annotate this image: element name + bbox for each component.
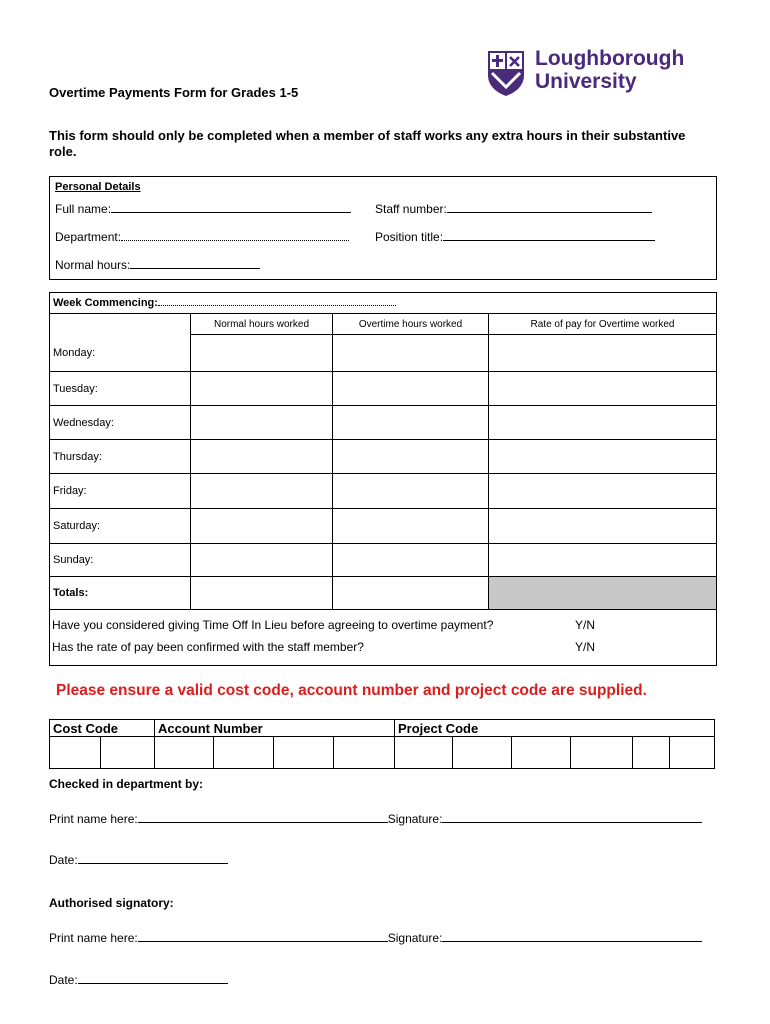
toil-question: Have you considered giving Time Off In Lieu before agreeing to overtime payment?	[52, 618, 494, 632]
table-cell[interactable]	[333, 544, 489, 577]
staff-number-label: Staff number:	[375, 202, 447, 216]
checked-signature-field[interactable]	[442, 822, 702, 823]
intro-text: This form should only be completed when a member of staff works any extra hours in their substantive role.	[49, 128, 686, 159]
code-cell[interactable]	[101, 737, 155, 769]
table-cell[interactable]	[489, 509, 717, 544]
code-cell[interactable]	[50, 737, 101, 769]
checked-signature-label: Signature:	[387, 812, 443, 826]
university-logo-text: Loughborough University	[535, 47, 685, 93]
account-number-header: Account Number	[155, 720, 395, 737]
authorised-signatory-heading: Authorised signatory:	[49, 896, 174, 910]
normal-hours-field[interactable]	[130, 268, 260, 269]
day-label: Monday:	[50, 335, 191, 372]
authorised-signature-label: Signature:	[387, 931, 443, 945]
code-cell[interactable]	[155, 737, 214, 769]
checked-print-name-label: Print name here:	[49, 812, 138, 826]
full-name-label: Full name:	[55, 202, 112, 216]
overtime-hours-header: Overtime hours worked	[333, 314, 489, 335]
table-cell[interactable]	[333, 474, 489, 509]
authorised-date-label: Date:	[49, 973, 78, 987]
code-cell[interactable]	[512, 737, 571, 769]
department-label: Department:	[55, 230, 122, 244]
day-label: Thursday:	[50, 440, 191, 474]
project-code-header: Project Code	[395, 720, 715, 737]
shaded-cell	[489, 577, 717, 610]
table-cell[interactable]	[489, 406, 717, 440]
blank-header-cell	[50, 314, 191, 335]
table-cell[interactable]	[333, 335, 489, 372]
code-cell[interactable]	[453, 737, 512, 769]
authorised-date-field[interactable]	[78, 983, 228, 984]
week-commencing-label: Week Commencing:	[53, 297, 158, 309]
table-cell[interactable]	[489, 335, 717, 372]
day-label: Tuesday:	[50, 372, 191, 406]
personal-details-section	[49, 176, 717, 280]
personal-details-heading: Personal Details	[55, 181, 141, 193]
table-cell[interactable]	[333, 577, 489, 610]
cost-code-warning: Please ensure a valid cost code, account number and project code are supplied.	[56, 682, 647, 699]
table-cell[interactable]	[333, 440, 489, 474]
table-cell[interactable]	[191, 335, 333, 372]
form-title: Overtime Payments Form for Grades 1-5	[49, 85, 299, 100]
checked-date-label: Date:	[49, 853, 78, 867]
code-cell[interactable]	[670, 737, 715, 769]
day-label: Friday:	[50, 474, 191, 509]
university-crest-icon	[486, 49, 526, 97]
checked-date-field[interactable]	[78, 863, 228, 864]
day-label: Saturday:	[50, 509, 191, 544]
authorised-signature-field[interactable]	[442, 941, 702, 942]
normal-hours-label: Normal hours:	[55, 258, 131, 272]
day-label: Sunday:	[50, 544, 191, 577]
rate-confirmed-yes-no[interactable]: Y/N	[575, 640, 596, 654]
week-commencing-field[interactable]	[158, 305, 396, 306]
rate-of-pay-header: Rate of pay for Overtime worked	[489, 314, 717, 335]
table-cell[interactable]	[489, 372, 717, 406]
table-cell[interactable]	[191, 577, 333, 610]
authorised-print-name-field[interactable]	[138, 941, 388, 942]
staff-number-field[interactable]	[447, 212, 652, 213]
normal-hours-header: Normal hours worked	[191, 314, 333, 335]
code-cell[interactable]	[571, 737, 633, 769]
checked-print-name-field[interactable]	[138, 822, 388, 823]
table-cell[interactable]	[489, 474, 717, 509]
code-cell[interactable]	[334, 737, 395, 769]
table-cell[interactable]	[191, 440, 333, 474]
department-field[interactable]	[121, 240, 349, 241]
code-cell[interactable]	[633, 737, 670, 769]
table-cell[interactable]	[191, 406, 333, 440]
checked-by-heading: Checked in department by:	[49, 777, 204, 791]
full-name-field[interactable]	[111, 212, 351, 213]
table-cell[interactable]	[191, 372, 333, 406]
code-cell[interactable]	[395, 737, 453, 769]
table-cell[interactable]	[191, 509, 333, 544]
code-cell[interactable]	[274, 737, 334, 769]
table-cell[interactable]	[191, 474, 333, 509]
position-title-label: Position title:	[375, 230, 444, 244]
rate-confirmed-question: Has the rate of pay been confirmed with the staff member?	[52, 640, 364, 654]
table-cell[interactable]	[333, 509, 489, 544]
cost-code-header: Cost Code	[50, 720, 155, 737]
code-cell[interactable]	[214, 737, 274, 769]
position-title-field[interactable]	[443, 240, 655, 241]
totals-label: Totals:	[50, 577, 191, 610]
table-cell[interactable]	[489, 544, 717, 577]
authorised-print-name-label: Print name here:	[49, 931, 138, 945]
table-cell[interactable]	[333, 372, 489, 406]
table-cell[interactable]	[489, 440, 717, 474]
table-cell[interactable]	[333, 406, 489, 440]
hours-table	[49, 292, 717, 666]
day-label: Wednesday:	[50, 406, 191, 440]
cost-code-table	[49, 719, 715, 769]
table-cell[interactable]	[191, 544, 333, 577]
toil-yes-no[interactable]: Y/N	[575, 618, 596, 632]
